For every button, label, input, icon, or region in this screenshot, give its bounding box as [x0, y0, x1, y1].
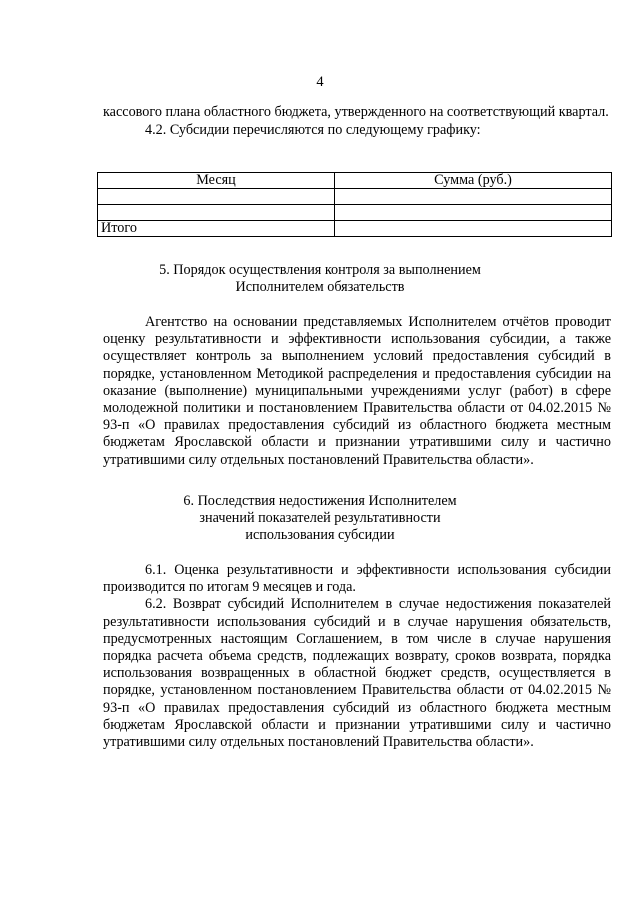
section-6-heading-line-1: 6. Последствия недостижения Исполнителем: [183, 493, 457, 509]
section-5-heading-line-1: 5. Порядок осуществления контроля за выполнением: [159, 262, 481, 278]
section-5-heading: [0, 262, 640, 296]
header-sum: Сумма (руб.): [335, 173, 612, 189]
table-row: [98, 189, 612, 205]
intro-block: [103, 104, 611, 139]
section-6-heading: [0, 493, 640, 545]
table-header-row: [98, 173, 612, 189]
total-label: Итого: [98, 221, 335, 237]
section-5-heading-line-2: Исполнителем обязательств: [235, 279, 405, 296]
page-number: 4: [316, 74, 324, 90]
item-4-2-paragraph: 4.2. Субсидии перечисляются по следующему графику:: [145, 122, 481, 139]
row-1-sum: [335, 189, 612, 205]
item-6-1-paragraph: 6.1. Оценка результативности и эффективности использования субсидии производится по итогам 9 месяцев и года.: [103, 562, 611, 596]
payment-schedule-table: [97, 172, 612, 237]
table-total-row: [98, 221, 612, 237]
table-row: [98, 205, 612, 221]
total-value: [335, 221, 612, 237]
header-month: Месяц: [98, 173, 335, 189]
row-2-sum: [335, 205, 612, 221]
item-6-2-paragraph: 6.2. Возврат субсидий Исполнителем в случае недостижения показателей результативности использования субсидий и в случае нарушения обязательств, предусмотренных настоящим Соглашением, в том числе в случае нарушения порядка расчета объема средств, подлежащих возврату, сроков возврата, порядка использования возвращенных в областной бюджет средств, осуществляется в порядке, установленном постановлением Правительства области от 04.02.2015 № 93-п «О правилах предоставления субсидий из областного бюджета местным бюджетам Ярославской области и признании утратившими силу и частично утратившими силу отдельных постановлений Правительства области».: [103, 596, 611, 751]
section-5-paragraph: Агентство на основании представляемых Исполнителем отчётов проводит оценку результативности и эффективности использования субсидии, а также осуществляет контроль за выполнением условий предоставления субсидий в порядке, установленном Методикой распределения и предоставления субсидии на оказание (выполнение) муниципальными учреждениями услуг (работ) в сфере молодежной политики и постановлением Правительства области от 04.02.2015 № 93-п «О правилах предоставления субсидий из областного бюджета местным бюджетам Ярославской области и признании утратившими силу и частично утратившими силу отдельных постановлений Правительства области».: [103, 314, 611, 468]
section-6-heading-line-2: значений показателей результативности: [199, 510, 441, 527]
continuation-paragraph: кассового плана областного бюджета, утвержденного на соответствующий квартал.: [103, 104, 609, 120]
section-5-body: [103, 314, 611, 469]
section-6-heading-line-3: использования субсидии: [245, 527, 395, 544]
row-1-month: [98, 189, 335, 205]
row-2-month: [98, 205, 335, 221]
section-6-body: [103, 562, 611, 751]
